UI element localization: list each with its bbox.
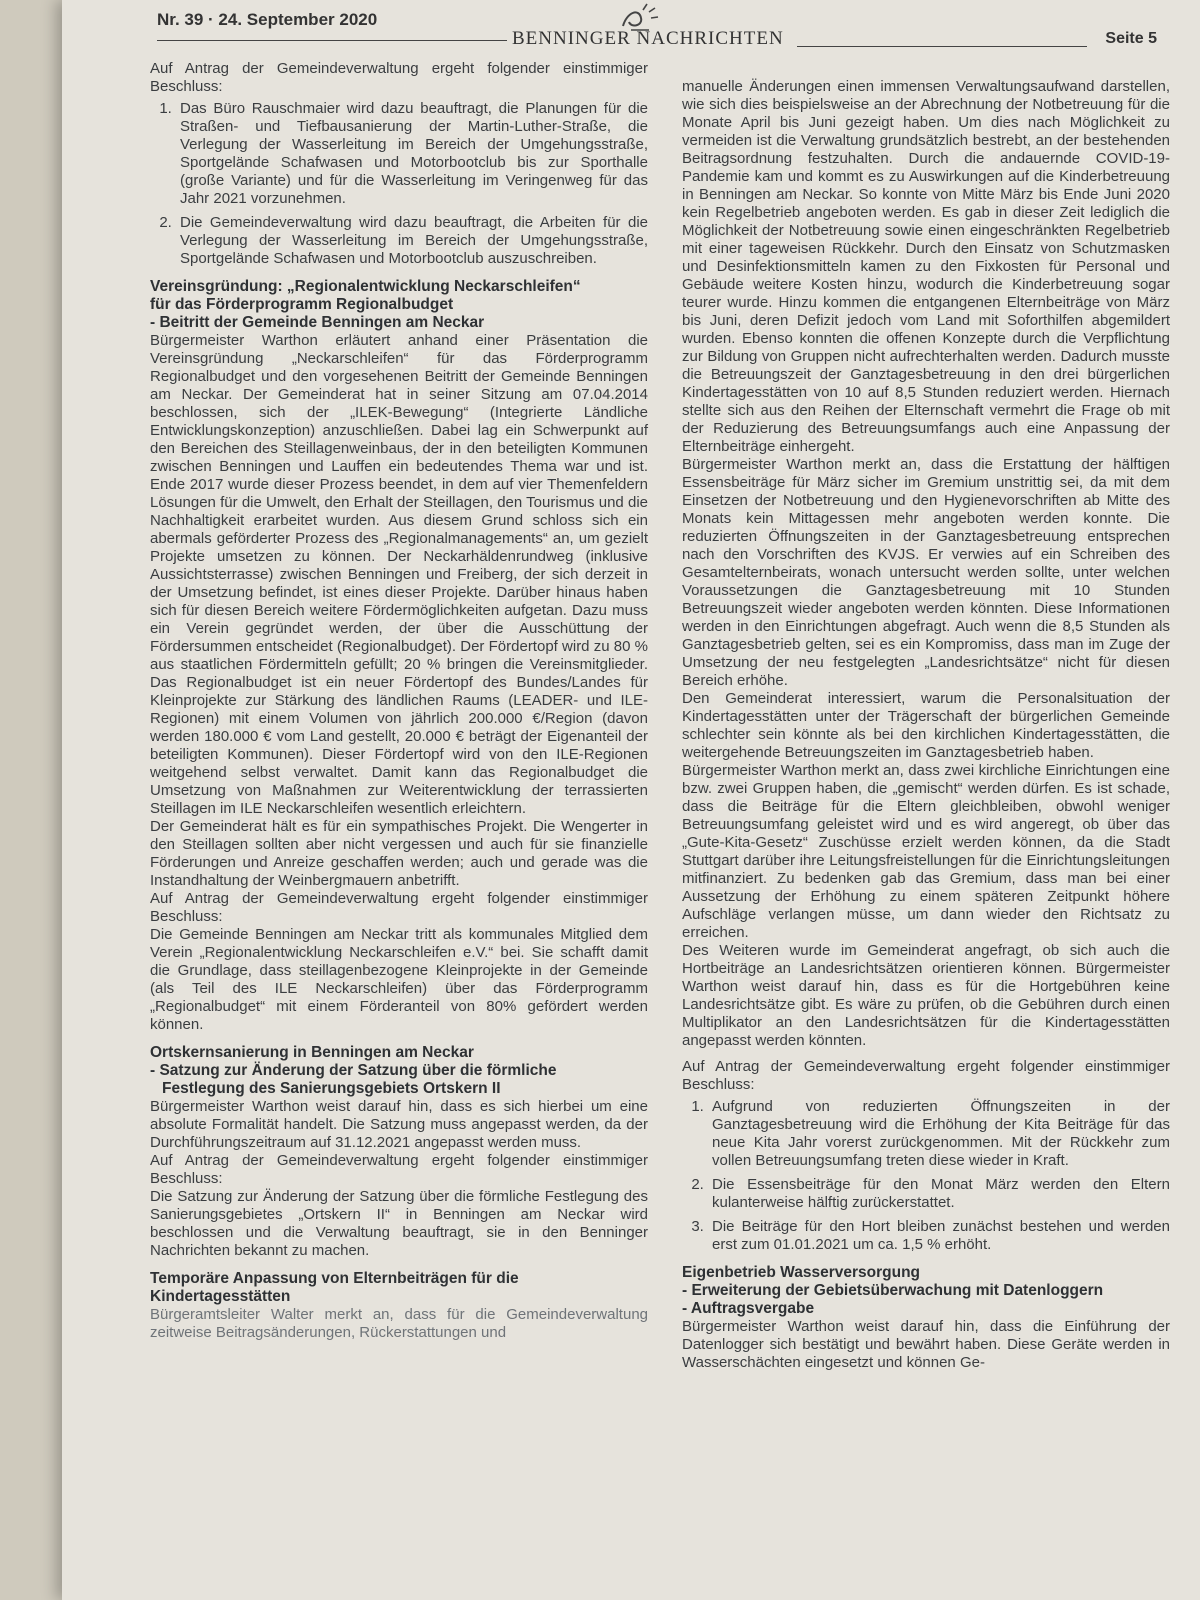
list-item: 1. Aufgrund von reduzierten Öffnungszeiten in der Ganztagesbetreuung wird die Erhöhung der Kita Beiträge für das neue Kita Jahr vorerst zurückgenommen. Mit der Rückkehr zum vollen Betreuungsumfang treten diese wieder in Kraft. (708, 1098, 1170, 1170)
paragraph: Bürgermeister Warthon weist darauf hin, dass die Einführung der Datenlogger sich bestätigt und bewährt haben. Diese Geräte werden in Wasserschächten eingesetzt und können Ge- (682, 1318, 1170, 1371)
paragraph: Die Satzung zur Änderung der Satzung über die förmliche Festlegung des Sanierungsgebietes „Ortskern II“ in Benningen am Neckar wird beschlossen und die Verwaltung beauftragt, sie in den Benninger Nachrichten bekannt zu machen. (150, 1188, 648, 1259)
paragraph: Auf Antrag der Gemeindeverwaltung ergeht folgender einstimmiger Beschluss: (150, 1152, 648, 1187)
beschluss-list (682, 1098, 1170, 1254)
list-item: 1. Das Büro Rauschmaier wird dazu beauftragt, die Planungen für die Straßen- und Tiefbausanierung der Martin-Luther-Straße, die Verlegung der Wasserleitung im Bereich der Umgehungsstraße, Sportgelände Schafwasen und Motorbootclub bis zur Sporthalle (große Variante) und für die Wasserleitung im Veringenweg für das Jahr 2021 vorzunehmen. (176, 100, 648, 208)
issue-date: Nr. 39 · 24. September 2020 (157, 10, 378, 29)
paragraph: Bürgermeister Warthon weist darauf hin, dass es sich hierbei um eine absolute Formalität handelt. Die Satzung muss angepasst werden, da der Durchführungszeitraum auf 31.12.2021 angepasst werden muss. (150, 1098, 648, 1151)
header-rule-left (157, 40, 507, 41)
header-rule-right (797, 46, 1087, 47)
paragraph: Die Gemeinde Benningen am Neckar tritt als kommunales Mitglied dem Verein „Regionalentwicklung Neckarschleifen e.V.“ bei. Sie schafft damit die Grundlage, dass steillagenbezogene Kleinprojekte in der Gemeinde (als Teil des ILE Neckarschleifen) über das Förderprogramm „Regionalbudget“ mit einem Förderanteil von 80% gefördert werden können. (150, 926, 648, 1033)
section-heading: Vereinsgründung: „Regionalentwicklung Neckarschleifen“ (150, 278, 581, 295)
masthead-title: BENNINGER NACHRICHTEN (512, 28, 784, 49)
section-heading: Festlegung des Sanierungsgebiets Ortskern II (162, 1080, 501, 1097)
section-heading: Eigenbetrieb Wasserversorgung (682, 1264, 921, 1281)
paragraph: Des Weiteren wurde im Gemeinderat angefragt, ob sich auch die Hortbeiträge an Landesrichtsätzen orientieren können. Bürgermeister Warthon weist darauf hin, dass es für die Hortgebühren keine Landesrichtsätze gibt. Es wäre zu prüfen, ob die Gebühren durch einen Multiplikator an den Landesrichtsätzen für die Kindertagesstätten angepasst werden könnten. (682, 942, 1170, 1049)
paragraph: Bürgeramtsleiter Walter merkt an, dass für die Gemeindeverwaltung zeitweise Beitragsänderungen, Rückerstattungen und (150, 1306, 648, 1341)
beschluss-list (150, 100, 648, 268)
paragraph: Auf Antrag der Gemeindeverwaltung ergeht folgender einstimmiger Beschluss: (150, 890, 648, 925)
paragraph: Der Gemeinderat hält es für ein sympathisches Projekt. Die Wengerter in den Steillagen sollten aber nicht vergessen und auch für sie finanzielle Förderungen und Anreize geschaffen werden; auch und gerade was die Instandhaltung der Weinbergmauern anbetrifft. (150, 818, 648, 889)
paragraph: Bürgermeister Warthon erläutert anhand einer Präsentation die Vereinsgründung „Neckarschleifen“ für das Förderprogramm Regionalbudget und den vorgesehenen Beitritt der Gemeinde Benningen am Neckar. Der Gemeinderat hat in seiner Sitzung am 07.04.2014 beschlossen, sich der „ILEK-Bewegung“ (Integrierte Ländliche Entwicklungskonzeption) anzuschließen. Dabei lag ein Schwerpunkt auf den Bereichen des Steillagenweinbaus, der in den beteiligten Kommunen zwischen Benningen und Lauffen ein bedeutendes Thema war und ist. Ende 2017 wurde dieser Prozess beendet, in dem auf vier Themenfeldern Lösungen für die Umwelt, den Erhalt der Steillagen, den Tourismus und die Nachhaltigkeit erarbeitet wurden. Aus diesem Grund schloss sich ein abermals geförderter Prozess des „Regionalmanagements“ an, um gezielt Projekte umsetzen zu können. Der Neckarhäldenrundweg (inklusive Aussichtsterrasse) zwischen Benningen und Freiberg, der sich derzeit in der Umsetzung befindet, ist eines dieser Projekte. Darüber hinaus haben sich für diesen Bereich weitere Fördermöglichkeiten aufgetan. Dazu muss ein Verein gegründet werden, der über die Ausschüttung der Fördersummen entscheidet (Regionalbudget). Der Fördertopf wird zu 80 % aus staatlichen Fördermitteln gefüllt; 20 % bringen die Vereinsmitglieder. Das Regionalbudget ist ein neuer Fördertopf des Bundes/Landes für Kleinprojekte zur Stärkung des ländlichen Raums (LEADER- und ILE-Regionen) mit einem Volumen von jährlich 200.000 €/Region (davon werden 180.000 € vom Land gestellt, 20.000 € beträgt der Eigenanteil der beteiligten Kommunen). Dieser Fördertopf wird von den ILE-Regionen weitgehend selbst verwaltet. Damit kann das Regionalbudget die Umsetzung von Maßnahmen zur Weiterentwicklung der terrassierten Steillagen im ILE Neckarschleifen wesentlich erleichtern. (150, 332, 648, 817)
left-column (150, 60, 648, 1342)
section-heading: Temporäre Anpassung von Elternbeiträgen für die Kindertagesstätten (150, 1270, 519, 1305)
page-number: Seite 5 (1105, 30, 1157, 47)
right-column (682, 78, 1170, 1372)
section-heading: Ortskernsanierung in Benningen am Neckar (150, 1044, 474, 1061)
paragraph: Bürgermeister Warthon merkt an, dass zwei kirchliche Einrichtungen eine bzw. zwei Gruppen haben, die „gemischt“ werden dürfen. Es ist schade, dass die Beiträge für die Eltern gleichbleiben, obwohl weniger Betreuungsumfang geleistet wird und es wird angeregt, ob über das „Gute-Kita-Gesetz“ Zuschüsse erzielt werden können, da die Stadt Stuttgart darüber ihre Leitungsfreistellungen für die Einrichtungsleitungen mitfinanziert. Zu bedenken gab das Gremium, dass man bei einer Aussetzung der Erhöhung zu einem späteren Zeitpunkt höhere Aufschläge verlangen müsse, um dann wieder den Richtsatz zu erreichen. (682, 762, 1170, 941)
paragraph: manuelle Änderungen einen immensen Verwaltungsaufwand darstellen, wie sich dies beispielsweise an der Abrechnung der Notbetreuung für die Monate April bis Juni gezeigt haben. Um dies nach Möglichkeit zu vermeiden ist die Verwaltung grundsätzlich bestrebt, an der bestehenden Beitragsordnung festzuhalten. Durch die andauernde COVID-19-Pandemie kam und kommt es zu Auswirkungen auf die Kinderbetreuung in Benningen am Neckar. So konnte von Mitte März bis Ende Juni 2020 kein Regelbetrieb angeboten werden. Es gab in dieser Zeit lediglich die Möglichkeit der Notbetreuung sowie einen eingeschränkten Regelbetrieb mit einer tageweisen Rückkehr. Durch den Einsatz von Schutzmasken und Desinfektionsmitteln kamen zu den Fixkosten für Personal und Gebäude weitere Kosten hinzu, wodurch die Kinderbetreuung sogar teurer wurde. Hinzu kommen die entgangenen Elternbeiträge von März bis Juni, deren Defizit jedoch vom Land mit Soforthilfen abgemildert wurden. Ebenso konnten die offenen Konzepte durch die Verpflichtung zur Bildung von Gruppen nicht aufrechterhalten werden. Dadurch musste die Betreuungszeit der Ganztagesbetreuung in den drei bürgerlichen Kindertagesstätten von 10 auf 8,5 Stunden reduziert werden. Hiernach stellte sich aus den Reihen der Elternschaft vermehrt die Frage ob mit der Reduzierung des Betreuungsumfangs auch eine Anpassung der Elternbeiträge einhergeht. (682, 78, 1170, 455)
beschluss-intro: Auf Antrag der Gemeindeverwaltung ergeht folgender einstimmiger Beschluss: (150, 60, 648, 95)
section-heading: - Satzung zur Änderung der Satzung über die förmliche (150, 1062, 557, 1079)
section-heading: - Erweiterung der Gebietsüberwachung mit Datenloggern (682, 1282, 1104, 1299)
list-item: 3. Die Beiträge für den Hort bleiben zunächst bestehen und werden erst zum 01.01.2021 um ca. 1,5 % erhöht. (708, 1218, 1170, 1254)
newspaper-page (62, 0, 1200, 1600)
beschluss-intro: Auf Antrag der Gemeindeverwaltung ergeht folgender einstimmiger Beschluss: (682, 1058, 1170, 1093)
section-heading: - Beitritt der Gemeinde Benningen am Neckar (150, 314, 485, 331)
section-heading: für das Förderprogramm Regionalbudget (150, 296, 454, 313)
list-item: 2. Die Essensbeiträge für den Monat März werden den Eltern kulanterweise hälftig zurückerstattet. (708, 1176, 1170, 1212)
paragraph: Den Gemeinderat interessiert, warum die Personalsituation der Kindertagesstätten unter der Trägerschaft der bürgerlichen Gemeinde schlechter sein könnte als bei den kirchlichen Kindertagesstätten, die weitergehende Betreuungszeiten im Ganztagesbetrieb haben. (682, 690, 1170, 761)
paragraph: Bürgermeister Warthon merkt an, dass die Erstattung der hälftigen Essensbeiträge für März sicher im Gremium unstrittig sei, da mit dem Einsetzen der Notbetreuung und den Hygienevorschriften ab Mitte des Monats kein Mittagessen mehr angeboten werden konnte. Die reduzierten Öffnungszeiten in der Ganztagesbetreuung entsprechen nach den Vorschriften des KVJS. Er verwies auf ein Schreiben des Gesamtelternbeirats, wonach untersucht werden sollte, unter welchen Voraussetzungen die Ganztagesbetreuung mit 10 Stunden Betreuungszeit wieder angeboten werden könnten. Diese Informationen werden in den Einrichtungen abgefragt. Auch wenn die 8,5 Stunden als Ganztagesbetrieb gelten, sei es ein Kompromiss, dass man im Zuge der Umsetzung der neu festgelegten „Landesrichtsätze“ nicht für diesen Bereich erhöhe. (682, 456, 1170, 689)
section-heading: - Auftragsvergabe (682, 1300, 815, 1317)
page-header (157, 6, 1157, 49)
list-item: 2. Die Gemeindeverwaltung wird dazu beauftragt, die Arbeiten für die Verlegung der Wasserleitung im Bereich der Umgehungsstraße, Sportgelände Schafwasen und Motorbootclub auszuschreiben. (176, 214, 648, 268)
